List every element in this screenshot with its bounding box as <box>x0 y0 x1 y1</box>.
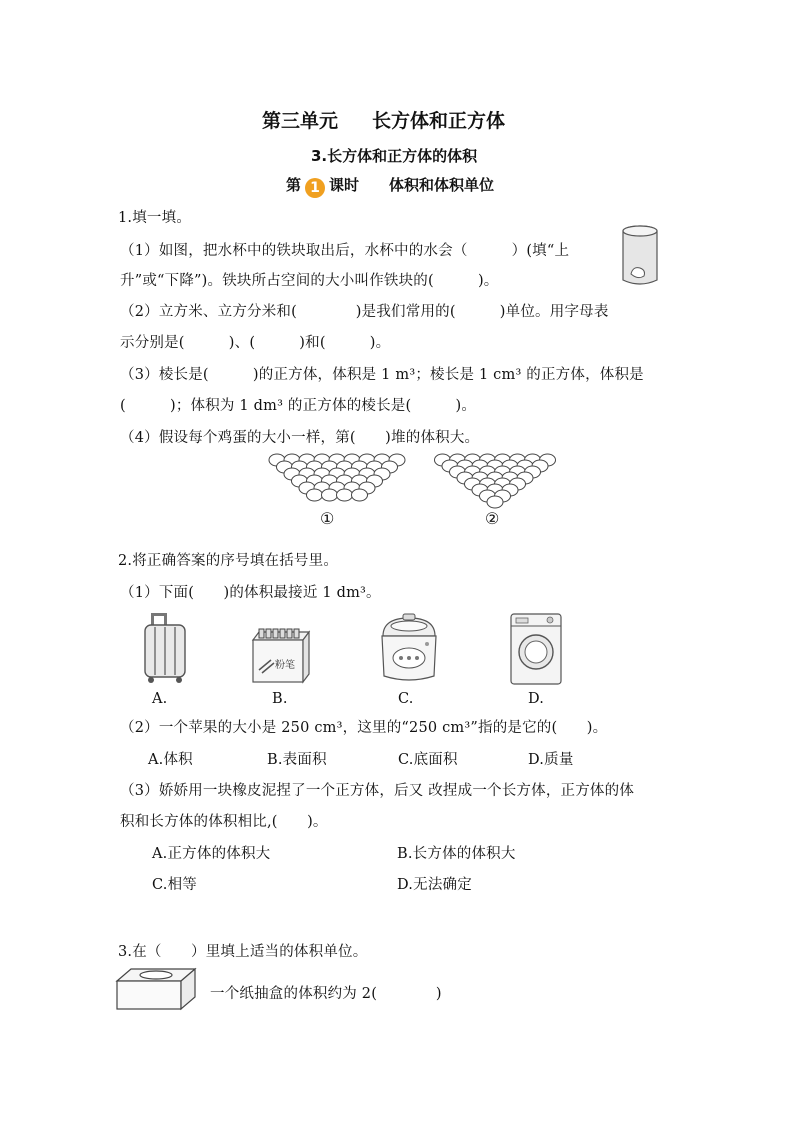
unit-title-number: 第三单元 <box>262 110 339 132</box>
q1-p1-line1: （1）如图，把水杯中的铁块取出后，水杯中的水会（ ）(填“上 <box>120 243 570 259</box>
lesson-prefix: 第 <box>286 176 302 194</box>
egg-icon <box>307 489 323 501</box>
section-title: 3.长方体和正方体的体积 <box>311 147 478 165</box>
q1-p2-line2: 示分别是( )、( )和( )。 <box>120 335 391 351</box>
q2-p3-option-c: C.相等 <box>152 877 197 893</box>
unit-title <box>262 106 505 133</box>
egg-icon <box>487 496 503 508</box>
q1-p4: （4）假设每个鸡蛋的大小一样，第( )堆的体积大。 <box>120 430 480 446</box>
tissue-box-icon <box>115 965 197 1011</box>
lesson-topic: 体积和体积单位 <box>389 176 495 194</box>
egg-icon <box>322 489 338 501</box>
q2-p1-option-b: B. <box>272 691 288 707</box>
q3-item: 一个纸抽盒的体积约为 2( ) <box>210 986 442 1002</box>
suitcase-icon <box>141 612 189 684</box>
lesson-number-badge: 1 <box>305 178 325 198</box>
unit-title-topic: 长方体和正方体 <box>372 110 506 132</box>
egg-icon <box>352 489 368 501</box>
q2-p1: （1）下面( )的体积最接近 1 dm³。 <box>120 585 381 601</box>
chalk-box-label: 粉笔 <box>275 660 295 671</box>
chalk-box-icon <box>249 626 311 686</box>
q2-title: 2.将正确答案的序号填在括号里。 <box>118 553 339 569</box>
q2-p2-option-b: B.表面积 <box>267 752 327 768</box>
pile1-label: ① <box>320 509 335 528</box>
egg-pile-1 <box>262 452 412 502</box>
washing-machine-icon <box>508 612 564 686</box>
q2-p3-option-b: B.长方体的体积大 <box>397 846 516 862</box>
q2-p1-option-c: C. <box>398 691 414 707</box>
egg-icon <box>337 489 353 501</box>
q2-p3-option-d: D.无法确定 <box>397 877 472 893</box>
lesson-title <box>286 174 494 198</box>
lesson-suffix: 课时 <box>329 176 360 194</box>
q3-title: 3.在（ ）里填上适当的体积单位。 <box>118 944 368 960</box>
q2-p3-line1: （3）娇娇用一块橡皮泥捏了一个正方体，后又 改捏成一个长方体，正方体的体 <box>120 783 635 799</box>
q2-p3-line2: 积和长方体的体积相比,( )。 <box>120 814 328 830</box>
q1-title: 1.填一填。 <box>118 210 192 226</box>
egg-pile-2 <box>428 452 563 512</box>
q2-p1-option-d: D. <box>528 691 545 707</box>
pile2-label: ② <box>485 509 500 528</box>
water-cup-icon <box>620 224 660 288</box>
q2-p2: （2）一个苹果的大小是 250 cm³，这里的“250 cm³”指的是它的( )。 <box>120 720 608 736</box>
q1-p1-line2: 升”或“下降”)。铁块所占空间的大小叫作铁块的( )。 <box>120 273 499 289</box>
q1-p3-line2: ( )；体积为 1 dm³ 的正方体的棱长是( )。 <box>120 398 477 414</box>
q2-p2-option-a: A.体积 <box>148 752 193 768</box>
q2-p1-option-a: A. <box>152 691 168 707</box>
q2-p2-option-c: C.底面积 <box>398 752 458 768</box>
q1-p3-line1: （3）棱长是( )的正方体，体积是 1 m³；棱长是 1 cm³ 的正方体，体积是 <box>120 367 644 383</box>
q2-p3-option-a: A.正方体的体积大 <box>152 846 271 862</box>
q2-p2-option-d: D.质量 <box>528 752 574 768</box>
rice-cooker-icon <box>377 612 441 686</box>
q1-p2-line1: （2）立方米、立方分米和( )是我们常用的( )单位。用字母表 <box>120 304 609 320</box>
